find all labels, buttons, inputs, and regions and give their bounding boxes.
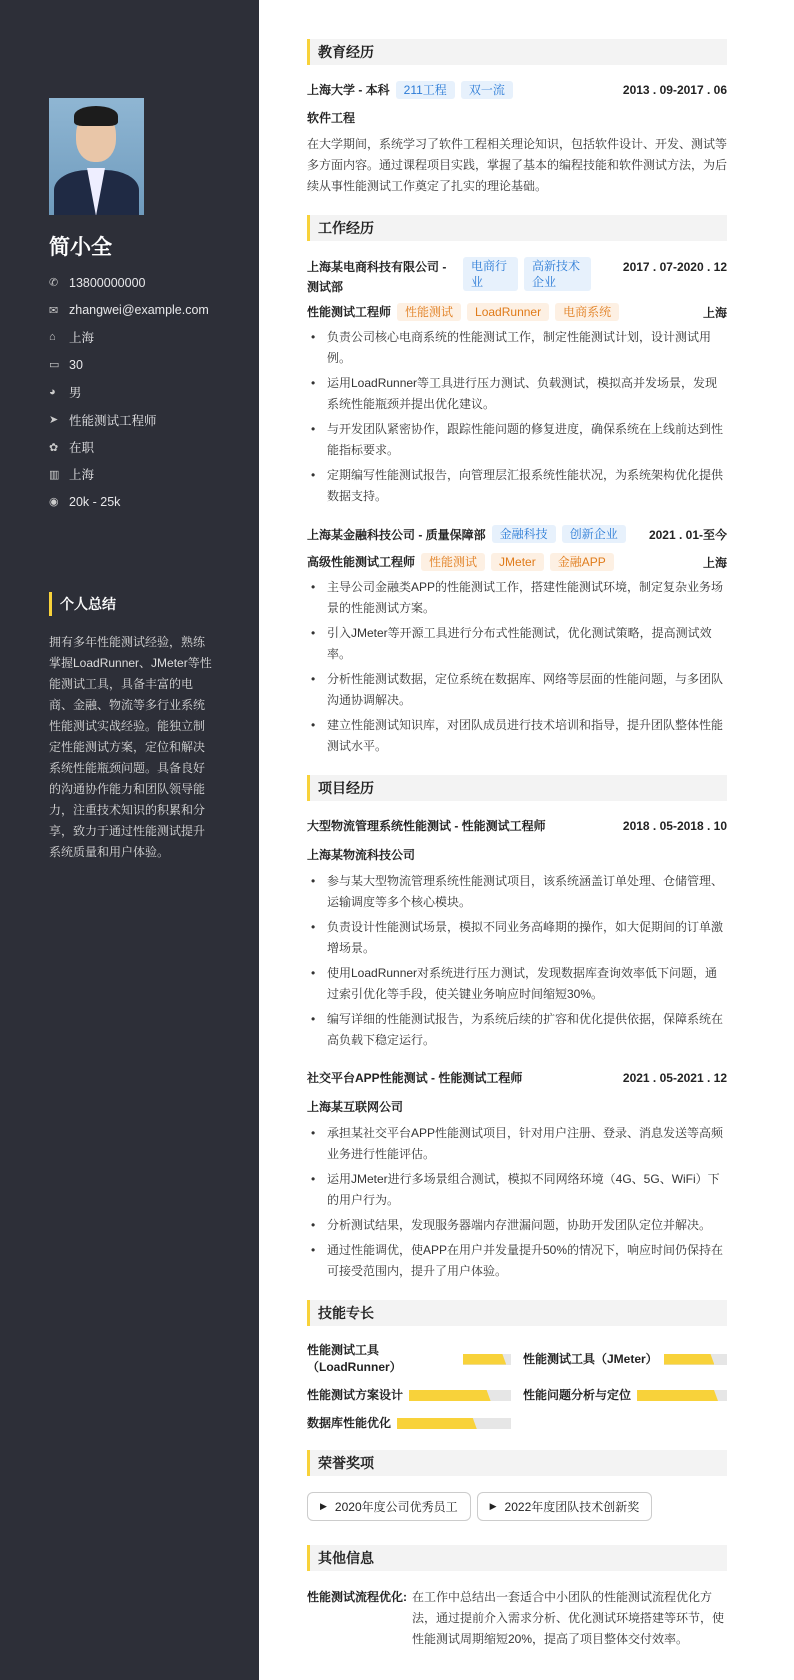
skill-bar (397, 1418, 511, 1429)
date: 2018 . 05-2018 . 10 (622, 818, 727, 833)
info-row (49, 488, 239, 515)
tag: 金融科技 (492, 525, 556, 543)
date: 2021 . 01-至今 (648, 528, 727, 542)
skill-name: 性能测试方案设计 (307, 1388, 404, 1402)
skill-bar (409, 1390, 511, 1401)
bullet: • 与开发团队紧密协作，跟踪性能问题的修复进度，确保系统在上线前达到性能指标要求。 (307, 419, 727, 461)
project-company: 上海某互联网公司 (307, 1100, 404, 1114)
gender-icon: ◕ (49, 386, 56, 399)
award-button[interactable] (307, 1492, 471, 1521)
skill-item (523, 1387, 727, 1404)
info-text: 性能测试工程师 (69, 413, 157, 428)
education-title: 教育经历 (307, 39, 727, 65)
date: 2013 . 09-2017 . 06 (622, 83, 727, 97)
date: 2017 . 07-2020 . 12 (622, 260, 727, 274)
info-text: 13800000000 (69, 275, 146, 290)
education-desc: 在大学期间，系统学习了软件工程相关理论知识，包括软件设计、开发、测试等多方面内容。通过课程项目实践，掌握了基本的编程技能和软件测试方法，为后续从事性能测试工作奠定了扎实的理论基础。 (307, 137, 728, 193)
project-item (307, 1069, 727, 1282)
education-block (307, 81, 727, 197)
tag: 创新企业 (562, 525, 626, 543)
info-row (49, 296, 239, 323)
bullet: • 负责设计性能测试场景，模拟不同业务高峰期的操作，如大促期间的订单激增场景。 (307, 917, 727, 959)
bullet: • 负责公司核心电商系统的性能测试工作，制定性能测试计划，设计测试用例。 (307, 327, 727, 369)
award-label: 2022年度团队技术创新奖 (504, 1500, 640, 1514)
info-row (49, 324, 239, 351)
mail-icon: ✉ (49, 304, 59, 317)
skill-tag: LoadRunner (467, 303, 549, 321)
city: 上海 (702, 555, 727, 570)
school: 上海大学 - 本科 (307, 83, 390, 97)
age-icon: ▭ (49, 359, 60, 372)
skill-name: 性能测试工具（JMeter） (523, 1351, 658, 1366)
info-row (49, 379, 239, 406)
candidate-name: 简小全 (49, 236, 112, 259)
awards-list (307, 1492, 727, 1527)
info-row (49, 351, 239, 378)
skill-bar-fill (397, 1418, 477, 1429)
bullet: • 通过性能调优，使APP在用户并发量提升50%的情况下，响应时间仍保持在可接受范围内，提升了用户体验。 (307, 1240, 727, 1282)
summary-title: 个人总结 (49, 592, 259, 616)
info-row (49, 269, 239, 296)
status-icon: ✿ (49, 441, 59, 454)
bullet: • 承担某社交平台APP性能测试项目，针对用户注册、登录、消息发送等高频业务进行性能评估。 (307, 1123, 727, 1165)
bullet: • 参与某大型物流管理系统性能测试项目，该系统涵盖订单处理、仓储管理、运输调度等多个核心模块。 (307, 871, 727, 913)
tag: 高新技术企业 (524, 257, 591, 291)
other-text: 在工作中总结出一套适合中小团队的性能测试流程优化方法，通过提前介入需求分析、优化测试环境搭建等环节，使性能测试周期缩短20%，提高了项目整体交付效率。 (412, 1590, 725, 1646)
major: 软件工程 (307, 111, 356, 125)
phone-icon: ✆ (49, 277, 59, 290)
tag: 双一流 (461, 81, 513, 99)
skill-name: 性能问题分析与定位 (523, 1388, 632, 1402)
projects-title: 项目经历 (307, 775, 727, 801)
tag: 电商行业 (463, 257, 518, 291)
bullet: • 运用LoadRunner等工具进行压力测试、负载测试，模拟高并发场景，发现系统性能瓶颈并提出优化建议。 (307, 373, 727, 415)
company: 上海某金融科技公司 - 质量保障部 (307, 528, 486, 542)
work-item (307, 525, 727, 757)
skill-name: 数据库性能优化 (307, 1416, 392, 1430)
skill-tag: 性能测试 (397, 303, 461, 321)
project-item (307, 817, 727, 1051)
skill-bar (664, 1354, 727, 1365)
bullet: • 建立性能测试知识库，对团队成员进行技术培训和指导，提升团队整体性能测试水平。 (307, 715, 727, 757)
bullet: • 主导公司金融类APP的性能测试工作，搭建性能测试环境，制定复杂业务场景的性能测试方案。 (307, 577, 727, 619)
info-text: 男 (69, 386, 82, 401)
play-icon: ▶ (320, 1501, 327, 1511)
skill-tag: 性能测试 (421, 553, 485, 571)
skill-bar (463, 1354, 511, 1365)
info-row (49, 461, 239, 488)
skill-tag: JMeter (491, 553, 544, 571)
skill-bar-fill (664, 1354, 715, 1365)
info-text: 上海 (69, 331, 95, 346)
project-company: 上海某物流科技公司 (307, 848, 416, 862)
bullet: • 分析测试结果，发现服务器端内存泄漏问题，协助开发团队定位并解决。 (307, 1215, 727, 1236)
project-name: 社交平台APP性能测试 - 性能测试工程师 (307, 1071, 523, 1085)
skill-item (307, 1387, 511, 1404)
tag: 211工程 (396, 81, 455, 99)
contact-info (49, 269, 239, 516)
date: 2021 . 05-2021 . 12 (622, 1070, 727, 1085)
city: 上海 (702, 305, 727, 320)
company: 上海某电商科技有限公司 - 测试部 (307, 260, 447, 294)
award-button[interactable] (477, 1492, 653, 1521)
skill-item (307, 1415, 511, 1432)
skill-bar (637, 1390, 727, 1401)
bullet: • 分析性能测试数据，定位系统在数据库、网络等层面的性能问题，与多团队沟通协调解决。 (307, 669, 727, 711)
skill-tag: 电商系统 (555, 303, 619, 321)
bullet: • 引入JMeter等开源工具进行分布式性能测试，优化测试策略，提高测试效率。 (307, 623, 727, 665)
project-name: 大型物流管理系统性能测试 - 性能测试工程师 (307, 819, 546, 833)
work-item (307, 257, 727, 507)
skills-title: 技能专长 (307, 1300, 727, 1326)
info-text: 20k - 25k (69, 494, 121, 509)
awards-title: 荣誉奖项 (307, 1450, 727, 1476)
home-icon: ⌂ (49, 331, 56, 344)
salary-icon: ◉ (49, 496, 59, 509)
info-row (49, 433, 239, 460)
skill-bar-fill (463, 1354, 506, 1365)
skill-name: 性能测试工具（LoadRunner） (307, 1343, 402, 1374)
send-icon: ➤ (49, 414, 59, 427)
sidebar (0, 0, 259, 1680)
other-title: 其他信息 (307, 1545, 727, 1571)
skills-list (307, 1342, 727, 1432)
role: 高级性能测试工程师 (307, 555, 416, 569)
skill-bar-fill (409, 1390, 491, 1401)
skill-item (307, 1342, 511, 1376)
skill-item (523, 1342, 727, 1376)
skill-bar-fill (637, 1390, 718, 1401)
building-icon: ▥ (49, 468, 60, 481)
role: 性能测试工程师 (307, 305, 392, 319)
avatar (49, 98, 144, 215)
bullet: • 编写详细的性能测试报告，为系统后续的扩容和优化提供依据，保障系统在高负载下稳定运行。 (307, 1009, 727, 1051)
work-title: 工作经历 (307, 215, 727, 241)
bullet: • 使用LoadRunner对系统进行压力测试，发现数据库查询效率低下问题，通过索引优化等手段，使关键业务响应时间缩短30%。 (307, 963, 727, 1005)
info-text: zhangwei@example.com (69, 303, 209, 318)
main-content (307, 0, 727, 1680)
skill-tag: 金融APP (550, 553, 614, 571)
info-text: 在职 (69, 441, 95, 456)
summary-text: 拥有多年性能测试经验，熟练掌握LoadRunner、JMeter等性能测试工具，具备丰富的电商、金融、物流等多行业系统性能测试实战经验。能独立制定性能测试方案，定位和解决系统性能瓶颈问题。具备良好的沟通协作能力和团队领导能力，注重技术知识的积累和分享，致力于通过性能测试提升系统质量和用户体验。 (49, 634, 212, 859)
info-row (49, 406, 239, 433)
play-icon: ▶ (489, 1501, 497, 1511)
info-text: 上海 (69, 468, 95, 483)
award-label: 2020年度公司优秀员工 (334, 1500, 458, 1514)
other-item (307, 1587, 727, 1650)
bullet: • 运用JMeter进行多场景组合测试，模拟不同网络环境（4G、5G、WiFi）下的用户行为。 (307, 1169, 727, 1211)
bullet: • 定期编写性能测试报告，向管理层汇报系统性能状况，为系统架构优化提供数据支持。 (307, 465, 727, 507)
info-text: 30 (69, 357, 83, 372)
other-label: 性能测试流程优化: (307, 1590, 407, 1604)
